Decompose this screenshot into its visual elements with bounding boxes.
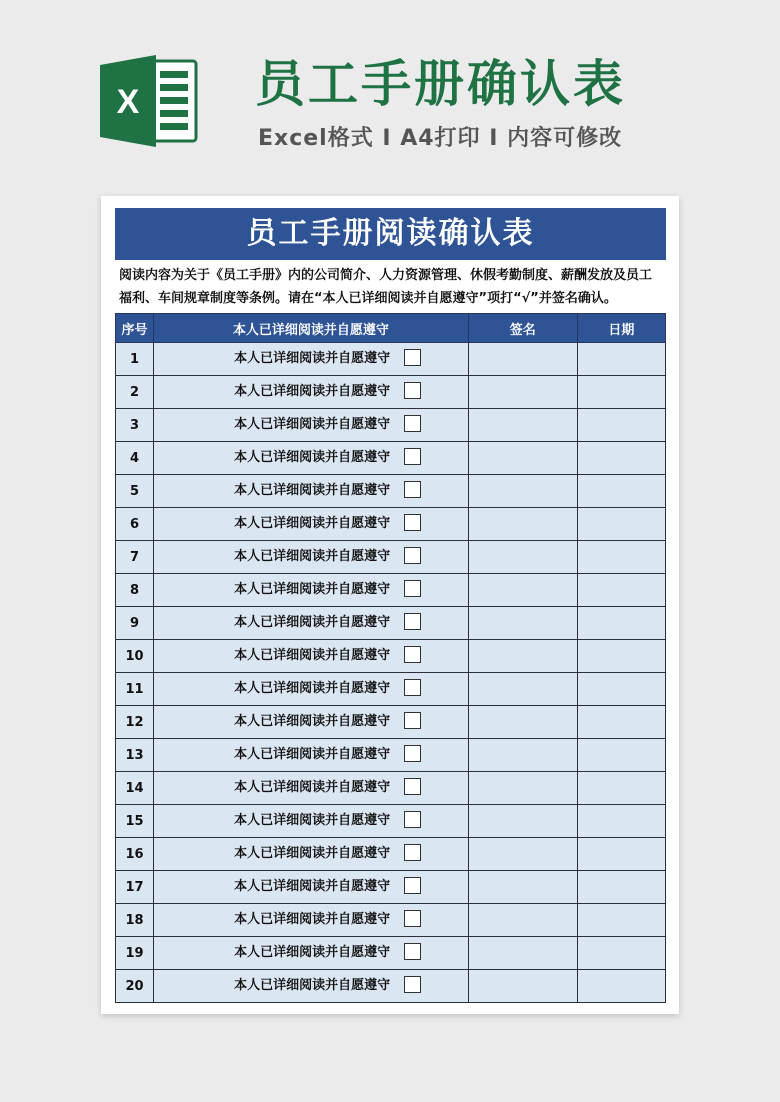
table-row	[116, 640, 666, 673]
row-seq: 8	[116, 574, 154, 607]
row-statement: 本人已详细阅读并自愿遵守	[234, 516, 391, 531]
table-row	[116, 376, 666, 409]
row-statement: 本人已详细阅读并自愿遵守	[234, 681, 391, 696]
date-cell[interactable]	[577, 508, 665, 541]
row-statement: 本人已详细阅读并自愿遵守	[234, 351, 391, 366]
signature-cell[interactable]	[468, 673, 577, 706]
header-statement: 本人已详细阅读并自愿遵守	[154, 314, 469, 343]
table-row	[116, 343, 666, 376]
date-cell[interactable]	[577, 343, 665, 376]
row-statement: 本人已详细阅读并自愿遵守	[234, 417, 391, 432]
confirm-checkbox[interactable]	[404, 580, 421, 597]
row-statement: 本人已详细阅读并自愿遵守	[234, 384, 391, 399]
date-cell[interactable]	[577, 805, 665, 838]
row-statement-cell	[154, 442, 469, 475]
row-statement: 本人已详细阅读并自愿遵守	[234, 582, 391, 597]
row-statement: 本人已详细阅读并自愿遵守	[234, 912, 391, 927]
date-cell[interactable]	[577, 409, 665, 442]
row-statement-cell	[154, 838, 469, 871]
row-seq: 6	[116, 508, 154, 541]
row-seq: 11	[116, 673, 154, 706]
row-statement: 本人已详细阅读并自愿遵守	[234, 615, 391, 630]
row-statement-cell	[154, 706, 469, 739]
confirm-checkbox[interactable]	[404, 382, 421, 399]
date-cell[interactable]	[577, 673, 665, 706]
row-statement: 本人已详细阅读并自愿遵守	[234, 846, 391, 861]
table-row	[116, 706, 666, 739]
row-statement-cell	[154, 739, 469, 772]
row-statement: 本人已详细阅读并自愿遵守	[234, 450, 391, 465]
date-cell[interactable]	[577, 574, 665, 607]
table-row	[116, 772, 666, 805]
signature-cell[interactable]	[468, 640, 577, 673]
confirm-checkbox[interactable]	[404, 811, 421, 828]
confirm-checkbox[interactable]	[404, 415, 421, 432]
date-cell[interactable]	[577, 871, 665, 904]
confirm-checkbox[interactable]	[404, 448, 421, 465]
row-seq: 7	[116, 541, 154, 574]
table-row	[116, 673, 666, 706]
row-statement-cell	[154, 607, 469, 640]
row-seq: 10	[116, 640, 154, 673]
signature-cell[interactable]	[468, 871, 577, 904]
signature-cell[interactable]	[468, 772, 577, 805]
confirm-checkbox[interactable]	[404, 877, 421, 894]
signature-cell[interactable]	[468, 343, 577, 376]
date-cell[interactable]	[577, 706, 665, 739]
banner-title: 员工手册确认表	[255, 55, 626, 113]
header-signature: 签名	[468, 314, 577, 343]
row-statement: 本人已详细阅读并自愿遵守	[234, 945, 391, 960]
date-cell[interactable]	[577, 475, 665, 508]
table-row	[116, 607, 666, 640]
row-statement-cell	[154, 805, 469, 838]
header-date: 日期	[577, 314, 665, 343]
row-seq: 5	[116, 475, 154, 508]
row-statement: 本人已详细阅读并自愿遵守	[234, 549, 391, 564]
signature-cell[interactable]	[468, 607, 577, 640]
signature-cell[interactable]	[468, 970, 577, 1003]
signature-cell[interactable]	[468, 706, 577, 739]
signature-cell[interactable]	[468, 442, 577, 475]
confirm-checkbox[interactable]	[404, 844, 421, 861]
date-cell[interactable]	[577, 838, 665, 871]
table-row	[116, 739, 666, 772]
table-row	[116, 904, 666, 937]
row-statement: 本人已详细阅读并自愿遵守	[234, 780, 391, 795]
confirm-checkbox[interactable]	[404, 349, 421, 366]
date-cell[interactable]	[577, 739, 665, 772]
row-seq: 16	[116, 838, 154, 871]
document-intro: 阅读内容为关于《员工手册》内的公司简介、人力资源管理、休假考勤制度、薪酬发放及员工福利、车间规章制度等条例。请在“本人已详细阅读并自愿遵守”项打“√”并签名确认。	[119, 268, 653, 306]
signature-cell[interactable]	[468, 409, 577, 442]
document-page	[101, 196, 679, 1014]
confirm-checkbox[interactable]	[404, 910, 421, 927]
table-row	[116, 574, 666, 607]
table-row	[116, 970, 666, 1003]
row-seq: 1	[116, 343, 154, 376]
row-statement-cell	[154, 475, 469, 508]
date-cell[interactable]	[577, 607, 665, 640]
date-cell[interactable]	[577, 640, 665, 673]
confirm-checkbox[interactable]	[404, 514, 421, 531]
row-statement-cell	[154, 871, 469, 904]
row-statement-cell	[154, 970, 469, 1003]
signature-cell[interactable]	[468, 838, 577, 871]
row-statement-cell	[154, 673, 469, 706]
table-row	[116, 541, 666, 574]
row-seq: 12	[116, 706, 154, 739]
confirm-checkbox[interactable]	[404, 976, 421, 993]
date-cell[interactable]	[577, 970, 665, 1003]
row-statement-cell	[154, 541, 469, 574]
header-seq: 序号	[116, 314, 154, 343]
confirm-checkbox[interactable]	[404, 778, 421, 795]
row-seq: 13	[116, 739, 154, 772]
document-title: 员工手册阅读确认表	[115, 208, 666, 260]
confirm-checkbox[interactable]	[404, 613, 421, 630]
table-row	[116, 409, 666, 442]
date-cell[interactable]	[577, 541, 665, 574]
confirmation-table	[115, 313, 666, 1003]
signature-cell[interactable]	[468, 937, 577, 970]
row-statement: 本人已详细阅读并自愿遵守	[234, 714, 391, 729]
table-row	[116, 871, 666, 904]
row-statement-cell	[154, 640, 469, 673]
row-seq: 2	[116, 376, 154, 409]
row-seq: 14	[116, 772, 154, 805]
confirm-checkbox[interactable]	[404, 547, 421, 564]
row-statement-cell	[154, 376, 469, 409]
date-cell[interactable]	[577, 772, 665, 805]
row-statement: 本人已详细阅读并自愿遵守	[234, 747, 391, 762]
signature-cell[interactable]	[468, 508, 577, 541]
table-row	[116, 475, 666, 508]
table-row	[116, 805, 666, 838]
signature-cell[interactable]	[468, 739, 577, 772]
confirm-checkbox[interactable]	[404, 745, 421, 762]
row-statement-cell	[154, 937, 469, 970]
signature-cell[interactable]	[468, 805, 577, 838]
row-statement: 本人已详细阅读并自愿遵守	[234, 813, 391, 828]
confirm-checkbox[interactable]	[404, 481, 421, 498]
excel-icon	[100, 55, 198, 147]
row-statement-cell	[154, 772, 469, 805]
banner-subtitle: Excel格式 I A4打印 I 内容可修改	[258, 126, 623, 151]
row-seq: 4	[116, 442, 154, 475]
row-seq: 9	[116, 607, 154, 640]
row-statement-cell	[154, 343, 469, 376]
signature-cell[interactable]	[468, 904, 577, 937]
row-seq: 20	[116, 970, 154, 1003]
date-cell[interactable]	[577, 376, 665, 409]
row-seq: 18	[116, 904, 154, 937]
signature-cell[interactable]	[468, 574, 577, 607]
row-statement: 本人已详细阅读并自愿遵守	[234, 648, 391, 663]
row-statement-cell	[154, 508, 469, 541]
row-statement-cell	[154, 409, 469, 442]
row-seq: 3	[116, 409, 154, 442]
row-statement: 本人已详细阅读并自愿遵守	[234, 483, 391, 498]
signature-cell[interactable]	[468, 541, 577, 574]
row-seq: 19	[116, 937, 154, 970]
row-seq: 17	[116, 871, 154, 904]
confirm-checkbox[interactable]	[404, 646, 421, 663]
row-statement: 本人已详细阅读并自愿遵守	[234, 978, 391, 993]
table-row	[116, 508, 666, 541]
row-seq: 15	[116, 805, 154, 838]
confirm-checkbox[interactable]	[404, 712, 421, 729]
svg-text:X: X	[116, 83, 140, 121]
row-statement-cell	[154, 904, 469, 937]
row-statement-cell	[154, 574, 469, 607]
signature-cell[interactable]	[468, 475, 577, 508]
confirm-checkbox[interactable]	[404, 943, 421, 960]
table-header-row	[116, 314, 666, 343]
date-cell[interactable]	[577, 442, 665, 475]
date-cell[interactable]	[577, 937, 665, 970]
table-row	[116, 937, 666, 970]
row-statement: 本人已详细阅读并自愿遵守	[234, 879, 391, 894]
table-row	[116, 442, 666, 475]
confirm-checkbox[interactable]	[404, 679, 421, 696]
date-cell[interactable]	[577, 904, 665, 937]
table-row	[116, 838, 666, 871]
signature-cell[interactable]	[468, 376, 577, 409]
